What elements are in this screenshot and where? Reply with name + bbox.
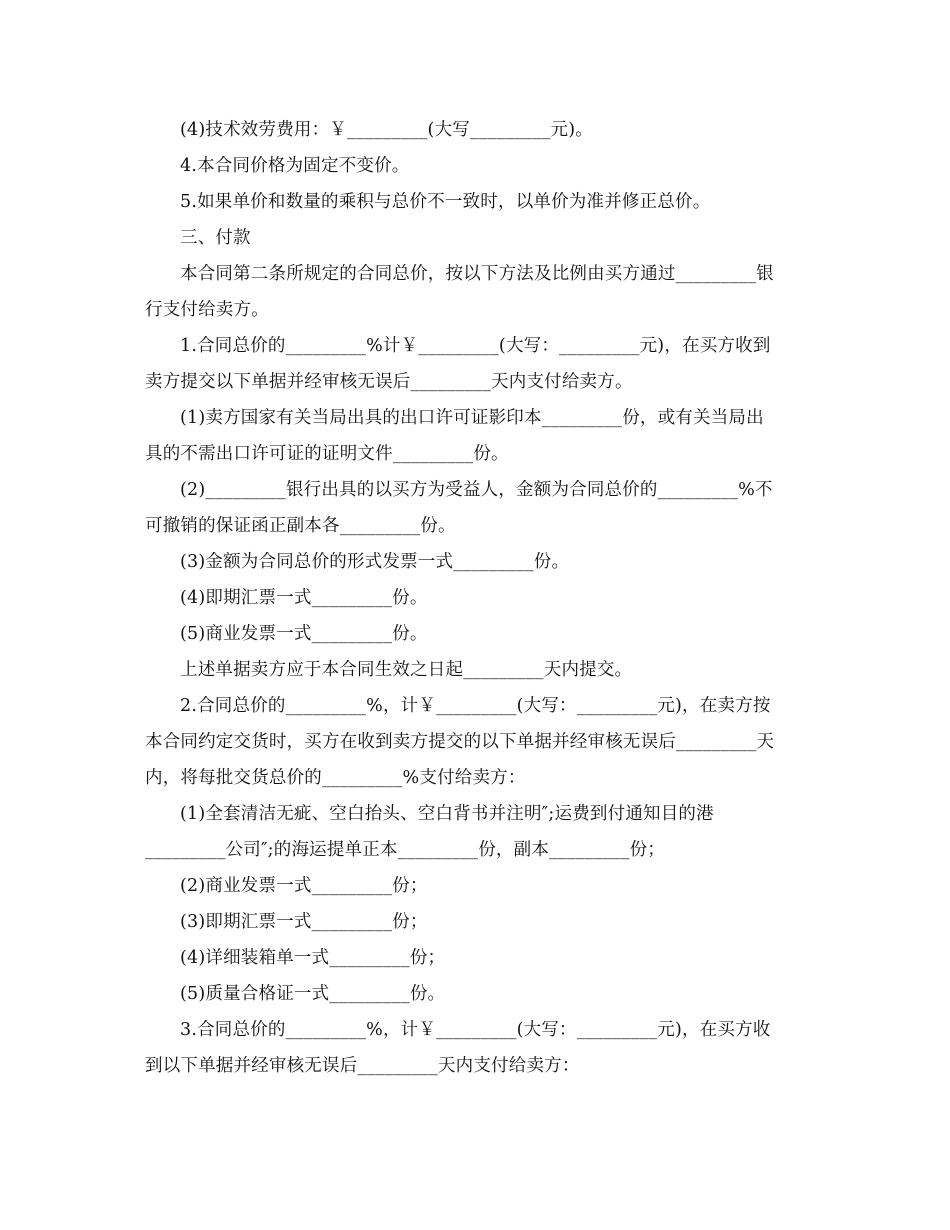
section-heading-payment: 三、付款 (180, 228, 251, 248)
line-export-license: (1)卖方国家有关当局出具的出口许可证影印本_________份，或有关当局出 (180, 408, 764, 428)
line-sight-draft: (4)即期汇票一式_________份。 (180, 588, 428, 608)
line-quality-certificate: (5)质量合格证一式_________份。 (180, 984, 446, 1004)
line-commercial-invoice: (5)商业发票一式_________份。 (180, 624, 428, 644)
line-commercial-invoice-2: (2)商业发票一式_________份； (180, 876, 428, 896)
line-payment-2-cont: 本合同约定交货时，买方在收到卖方提交的以下单据并经审核无误后_________天 (145, 732, 775, 752)
line-fixed-price: 4.本合同价格为固定不变价。 (180, 156, 410, 176)
line-sight-draft-2: (3)即期汇票一式_________份； (180, 912, 428, 932)
line-export-license-cont: 具的不需出口许可证的证明文件_________份。 (145, 444, 509, 464)
line-submission-deadline: 上述单据卖方应于本合同生效之日起_________天内提交。 (180, 660, 633, 680)
line-payment-1-cont: 卖方提交以下单据并经审核无误后_________天内支付给卖方。 (145, 372, 633, 392)
line-bill-of-lading-cont: _________公司″;的海运提单正本_________份，副本_________份； (145, 840, 665, 860)
line-proforma-invoice: (3)金额为合同总价的形式发票一式_________份。 (180, 552, 570, 572)
line-payment-2-cont2: 内，将每批交货总价的_________%支付给卖方： (145, 768, 526, 788)
line-payment-intro: 本合同第二条所规定的合同总价，按以下方法及比例由买方通过_________银 (180, 264, 774, 284)
line-unit-price-rule: 5.如果单价和数量的乘积与总价不一致时，以单价为准并修正总价。 (180, 192, 711, 212)
line-payment-intro-cont: 行支付给卖方。 (145, 300, 269, 320)
line-payment-3: 3.合同总价的_________%，计￥_________(大写：_________元)，在买方收 (180, 1020, 771, 1040)
line-bill-of-lading: (1)全套清洁无疵、空白抬头、空白背书并注明″;运费到付通知目的港 (180, 804, 714, 824)
line-payment-2: 2.合同总价的_________%，计￥_________(大写：_________元)，在卖方按 (180, 696, 771, 716)
line-bank-guarantee-cont: 可撤销的保证函正副本各_________份。 (145, 516, 456, 536)
line-payment-3-cont: 到以下单据并经审核无误后_________天内支付给卖方： (145, 1056, 580, 1076)
line-packing-list: (4)详细装箱单一式_________份； (180, 948, 446, 968)
line-bank-guarantee: (2)_________银行出具的以买方为受益人，金额为合同总价的_________%不 (180, 480, 773, 500)
line-tech-service-fee: (4)技术效劳费用：￥_________(大写_________元)。 (180, 120, 593, 140)
line-payment-1: 1.合同总价的_________%计￥_________(大写：_________元)，在买方收到 (180, 336, 771, 356)
